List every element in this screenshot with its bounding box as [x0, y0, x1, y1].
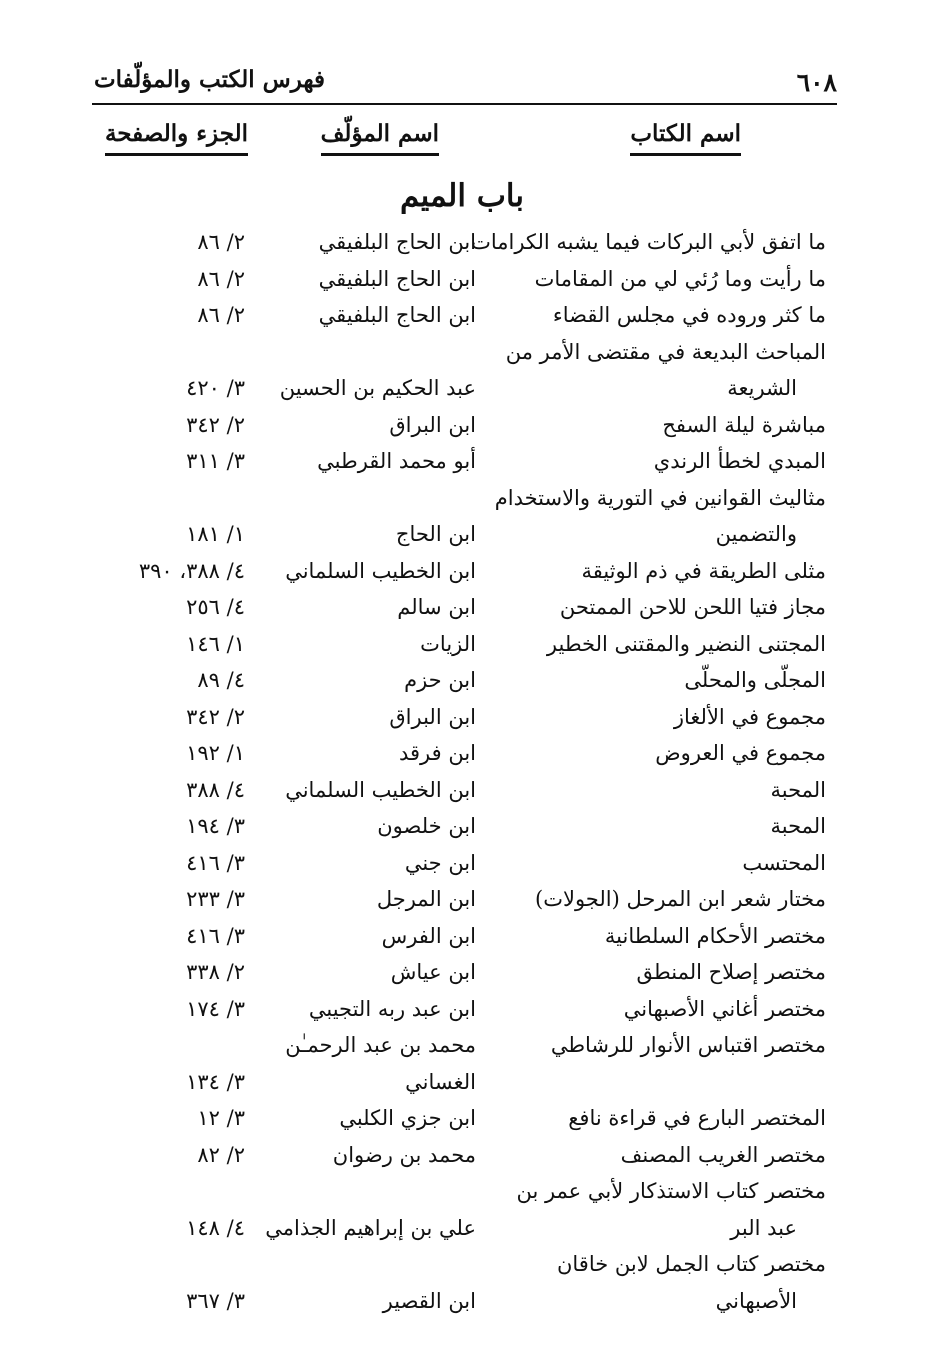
volume-page: ٢/ ٣٣٨	[186, 960, 245, 984]
book-title: مجاز فتيا اللحن للاحن الممتحن	[559, 595, 826, 619]
book-title: ما كثر وروده في مجلس القضاء	[552, 303, 826, 327]
volume-page: ٤/ ٢٥٦	[186, 595, 245, 619]
author-name: الزيات	[420, 631, 476, 656]
book-title: الشريعة	[727, 376, 797, 400]
index-entry-row	[0, 1137, 931, 1174]
author-name: ابن الخطيب السلماني	[285, 777, 476, 802]
index-entry-row	[0, 991, 931, 1028]
volume-page: ٣/ ١٢	[197, 1106, 245, 1130]
book-title: المختصر البارع في قراءة نافع	[568, 1106, 826, 1130]
index-entry-row	[0, 553, 931, 590]
header-rule	[92, 103, 837, 105]
volume-page: ٤/ ١٤٨	[186, 1215, 245, 1240]
index-entry-row	[0, 261, 931, 298]
author-name: ابن الخطيب السلماني	[285, 558, 476, 583]
book-title: المباحث البديعة في مقتضى الأمر من	[505, 339, 826, 364]
book-title: مختار شعر ابن المرحل (الجولات)	[535, 887, 826, 911]
index-entry-row	[0, 1210, 931, 1247]
index-entry-row	[0, 1283, 931, 1320]
index-entry-row	[0, 480, 931, 517]
volume-page: ٣/ ٤٢٠	[186, 376, 245, 400]
volume-page: ٣/ ٤١٦	[186, 850, 245, 875]
book-title: المحبة	[770, 777, 826, 802]
author-name: علي بن إبراهيم الجذامي	[265, 1215, 476, 1240]
book-title: مجموع في العروض	[655, 741, 826, 765]
volume-page: ٢/ ٨٦	[197, 303, 245, 327]
book-title: ما رأيت وما رُئي لي من المقامات	[534, 266, 826, 291]
book-title: المجتنى النضير والمقتنى الخطير	[546, 631, 826, 656]
book-title: مختصر كتاب الجمل لابن خاقان	[556, 1252, 826, 1276]
index-entry-row	[0, 334, 931, 371]
book-title: المبدي لخطأ الرندي	[653, 449, 826, 473]
book-title: مختصر أغاني الأصبهاني	[623, 996, 826, 1021]
column-header-volume-page: الجزء والصفحة	[105, 120, 248, 156]
index-entry-row	[0, 297, 931, 334]
volume-page: ٤/ ٨٩	[197, 668, 245, 692]
book-title: المجلّى والمحلّى	[684, 668, 826, 692]
author-name: ابن جني	[404, 850, 476, 875]
author-name: الغساني	[405, 1069, 476, 1094]
book-title: مختصر الغريب المصنف	[620, 1142, 826, 1167]
index-entry-row	[0, 1064, 931, 1101]
index-entry-row	[0, 808, 931, 845]
author-name: ابن الحاج	[395, 522, 476, 546]
page-number: ٦٠٨	[796, 68, 837, 97]
author-name: ابن البراق	[389, 704, 476, 729]
index-entry-row	[0, 954, 931, 991]
author-name: ابن القصير	[382, 1288, 476, 1313]
book-title: المحبة	[770, 814, 826, 838]
volume-page: ٢/ ٨٦	[197, 266, 245, 291]
book-title: مختصر الأحكام السلطانية	[604, 923, 826, 948]
column-header-author: اسم المؤلّف	[321, 120, 439, 156]
author-name: ابن المرجل	[376, 887, 476, 911]
index-entry-row	[0, 516, 931, 553]
section-title: باب الميم	[399, 178, 524, 214]
index-entry-row	[0, 407, 931, 444]
book-title: مختصر اقتباس الأنوار للرشاطي	[550, 1033, 826, 1057]
author-name: ابن عبد ربه التجيبي	[308, 996, 476, 1021]
volume-page: ٣/ ١٣٤	[186, 1069, 245, 1094]
book-title: والتضمين	[715, 522, 797, 546]
author-name: ابن سالم	[397, 595, 476, 619]
book-title: مباشرة ليلة السفح	[662, 412, 826, 437]
volume-page: ٤/ ٣٨٨، ٣٩٠	[138, 558, 245, 583]
index-entry-row	[0, 224, 931, 261]
index-entry-row	[0, 881, 931, 918]
index-entry-row	[0, 443, 931, 480]
volume-page: ٢/ ٨٦	[197, 230, 245, 254]
book-title: ما اتفق لأبي البركات فيما يشبه الكرامات	[471, 230, 826, 254]
author-name: ابن الحاج البلفيقي	[318, 266, 476, 291]
book-title: مثاليث القوانين في التورية والاستخدام	[494, 485, 826, 510]
book-title: مثلى الطريقة في ذم الوثيقة	[581, 558, 826, 583]
index-entry-row	[0, 699, 931, 736]
index-entry-row	[0, 918, 931, 955]
author-name: ابن جزي الكلبي	[339, 1106, 476, 1130]
index-entry-row	[0, 1173, 931, 1210]
author-name: ابن الحاج البلفيقي	[318, 303, 476, 327]
author-name: ابن عياش	[390, 960, 476, 984]
book-title: مختصر إصلاح المنطق	[636, 960, 826, 984]
book-title: مختصر كتاب الاستذكار لأبي عمر بن	[516, 1179, 826, 1203]
author-name: ابن الحاج البلفيقي	[318, 230, 476, 254]
volume-page: ٣/ ٢٣٣	[186, 887, 245, 911]
index-entry-row	[0, 662, 931, 699]
book-title: المحتسب	[742, 850, 826, 875]
author-name: محمد بن رضوان	[332, 1142, 476, 1167]
author-name: ابن خلصون	[377, 814, 476, 838]
book-title: عبد البر	[730, 1215, 797, 1240]
index-entry-row	[0, 845, 931, 882]
column-header-book: اسم الكتاب	[630, 120, 741, 156]
index-entry-row	[0, 735, 931, 772]
index-entry-row	[0, 626, 931, 663]
author-name: أبو محمد القرطبي	[317, 449, 476, 473]
author-name: ابن حزم	[404, 668, 476, 692]
author-name: ابن فرقد	[398, 741, 476, 765]
index-entry-row	[0, 772, 931, 809]
index-entries	[0, 224, 931, 1319]
volume-page: ٤/ ٣٨٨	[186, 777, 245, 802]
book-title: الأصبهاني	[715, 1288, 797, 1313]
author-name: عبد الحكيم بن الحسين	[279, 376, 476, 400]
volume-page: ٣/ ١٧٤	[186, 996, 245, 1021]
volume-page: ١/ ١٤٦	[186, 631, 245, 656]
volume-page: ٢/ ٣٤٢	[186, 704, 245, 729]
index-entry-row	[0, 1027, 931, 1064]
volume-page: ٣/ ٣٦٧	[186, 1288, 245, 1313]
volume-page: ١/ ١٩٢	[186, 741, 245, 765]
volume-page: ٣/ ٣١١	[186, 449, 245, 473]
author-name: محمد بن عبد الرحمـٰن	[285, 1033, 476, 1057]
volume-page: ٢/ ٨٢	[197, 1142, 245, 1167]
author-name: ابن البراق	[389, 412, 476, 437]
volume-page: ٢/ ٣٤٢	[186, 412, 245, 437]
index-entry-row	[0, 1100, 931, 1137]
index-entry-row	[0, 589, 931, 626]
index-entry-row	[0, 370, 931, 407]
index-entry-row	[0, 1246, 931, 1283]
author-name: ابن الفرس	[381, 923, 476, 948]
book-title: مجموع في الألغاز	[673, 704, 826, 729]
volume-page: ٣/ ٤١٦	[186, 923, 245, 948]
volume-page: ٣/ ١٩٤	[186, 814, 245, 838]
running-title: فهرس الكتب والمؤلّفات	[94, 66, 325, 93]
volume-page: ١/ ١٨١	[186, 522, 245, 546]
